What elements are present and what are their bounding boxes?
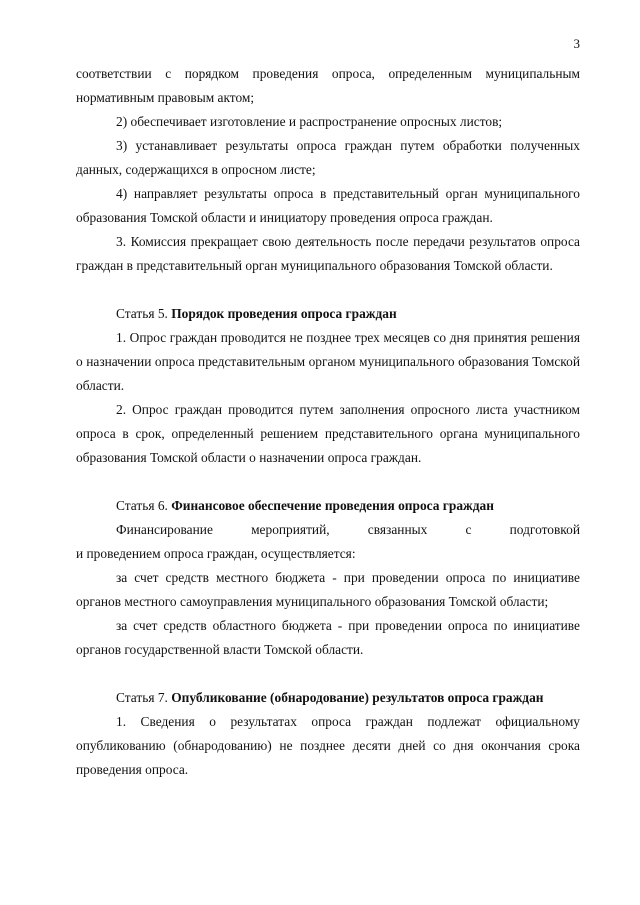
paragraph: соответствии с порядком проведения опроса, определенным муниципальным нормативным правовым актом; — [76, 66, 580, 105]
paragraph-spread-line — [76, 518, 580, 542]
word: связанных — [367, 522, 428, 537]
article-title: Финансовое обеспечение проведения опроса граждан — [171, 498, 494, 513]
article-5-heading — [76, 302, 580, 326]
word: Финансирование — [116, 522, 213, 537]
word: мероприятий, — [251, 522, 330, 537]
article-title: Порядок проведения опроса граждан — [171, 306, 397, 321]
article-prefix: Статья 6. — [116, 498, 168, 513]
article-7-heading — [76, 686, 580, 710]
paragraph: 3. Комиссия прекращает свою деятельность после передачи результатов опроса граждан в представительный орган муниципального образования Томской области. — [76, 234, 580, 273]
paragraph: 2. Опрос граждан проводится путем заполнения опросного листа участником опроса в срок, определенный решением представительного органа муниципального образования Томской области о назначении опроса граждан. — [76, 402, 580, 465]
paragraph: 4) направляет результаты опроса в представительный орган муниципального образования Томской области и инициатору проведения опроса граждан. — [76, 186, 580, 225]
page-number: 3 — [573, 36, 580, 51]
paragraph: 2) обеспечивает изготовление и распространение опросных листов; — [116, 114, 503, 129]
paragraph: 1. Сведения о результатах опроса граждан подлежат официальному опубликованию (обнародованию) не позднее десяти дней со дня окончания срока проведения опроса. — [76, 714, 580, 777]
paragraph: за счет средств местного бюджета - при проведении опроса по инициативе органов местного самоуправления муниципального образования Томской области; — [76, 570, 580, 609]
article-prefix: Статья 7. — [116, 690, 168, 705]
document-body — [76, 62, 580, 782]
article-title: Опубликование (обнародование) результатов опроса граждан — [171, 690, 544, 705]
word: подготовкой — [509, 522, 580, 537]
paragraph: за счет средств областного бюджета - при проведении опроса по инициативе органов государственной власти Томской области. — [76, 618, 580, 657]
article-6-heading — [76, 494, 580, 518]
paragraph: и проведением опроса граждан, осуществляется: — [76, 546, 356, 561]
word: с — [465, 522, 472, 537]
paragraph: 3) устанавливает результаты опроса граждан путем обработки полученных данных, содержащихся в опросном листе; — [76, 138, 580, 177]
article-prefix: Статья 5. — [116, 306, 168, 321]
paragraph: 1. Опрос граждан проводится не позднее трех месяцев со дня принятия решения о назначении опроса представительным органом муниципального образования Томской области. — [76, 330, 580, 393]
